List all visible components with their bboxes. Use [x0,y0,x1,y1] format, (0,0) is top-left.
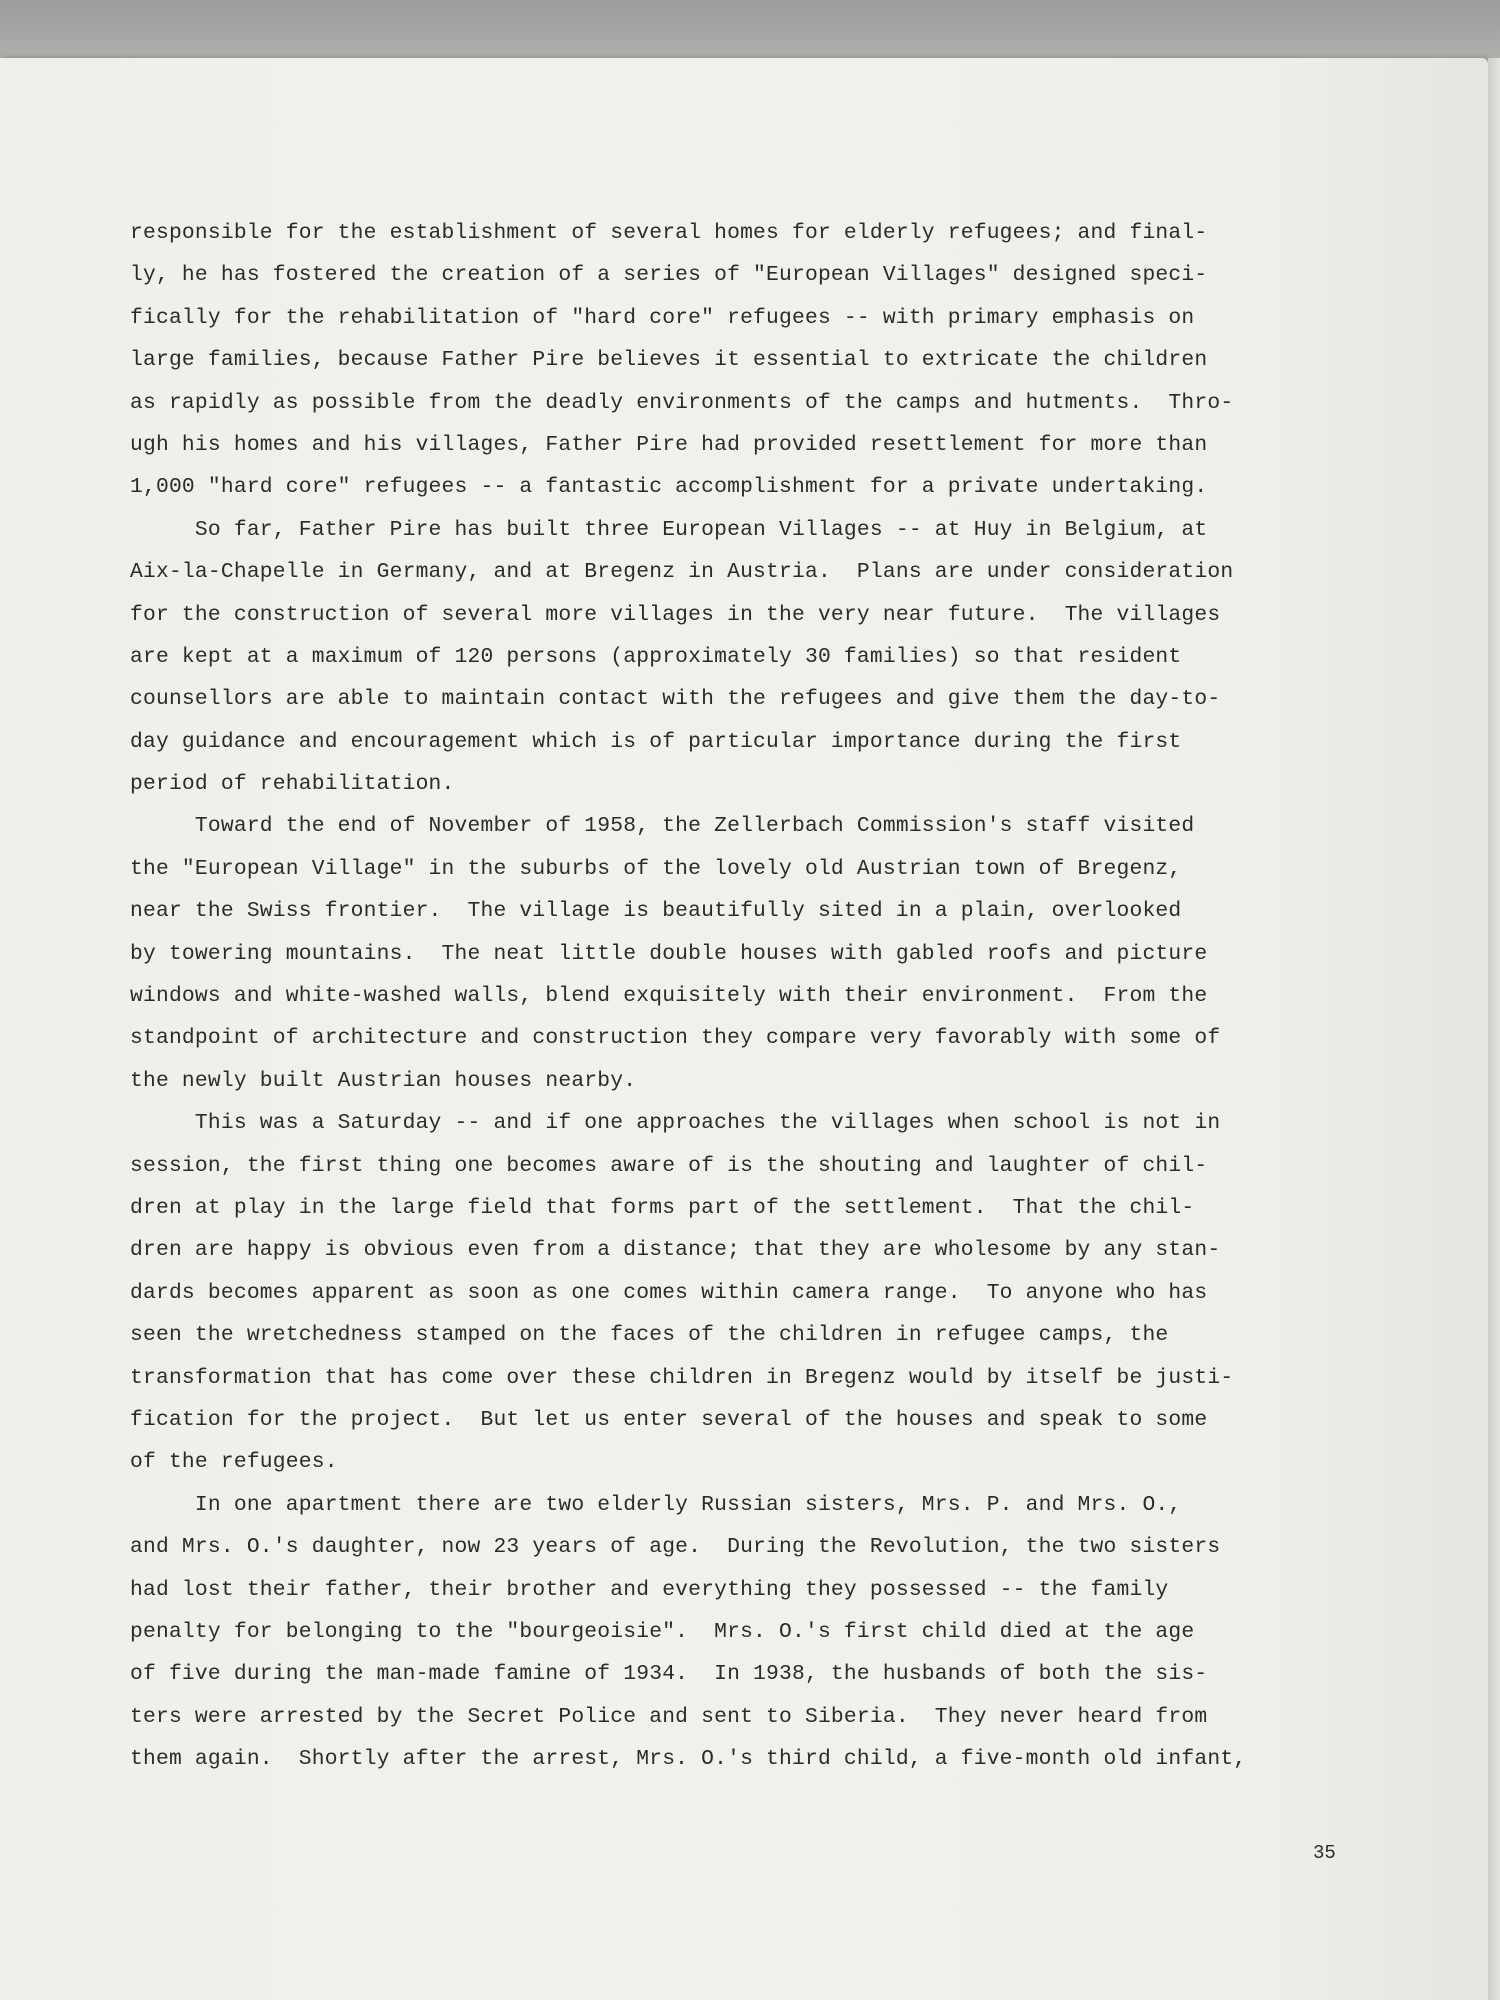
page-number: 35 [1313,1842,1336,1864]
text-line: fication for the project. But let us enter several of the houses and speak to some [130,1407,1208,1432]
text-line: windows and white-washed walls, blend exquisitely with their environment. From the [130,984,1208,1009]
text-line: the "European Village" in the suburbs of the lovely old Austrian town of Bregenz, [130,856,1182,881]
text-line: dards becomes apparent as soon as one comes within camera range. To anyone who has [130,1280,1208,1305]
text-line: had lost their father, their brother and everything they possessed -- the family [130,1577,1169,1602]
text-line: and Mrs. O.'s daughter, now 23 years of age. During the Revolution, the two sisters [130,1535,1221,1560]
text-line: session, the first thing one becomes aware of is the shouting and laughter of chil- [130,1153,1208,1178]
text-line: for the construction of several more villages in the very near future. The villages [130,602,1221,627]
text-line: penalty for belonging to the "bourgeoisie". Mrs. O.'s first child died at the age [130,1619,1195,1644]
text-line: Toward the end of November of 1958, the Zellerbach Commission's staff visited [130,814,1195,839]
text-line: ly, he has fostered the creation of a series of "European Villages" designed speci- [130,263,1208,288]
text-line: 1,000 "hard core" refugees -- a fantastic accomplishment for a private undertaking. [130,475,1208,500]
text-line: fically for the rehabilitation of "hard core" refugees -- with primary emphasis on [130,305,1195,330]
body-text [130,212,1350,1780]
text-line: of five during the man-made famine of 1934. In 1938, the husbands of both the sis- [130,1662,1208,1687]
text-line: transformation that has come over these children in Bregenz would by itself be justi- [130,1365,1234,1390]
text-line: dren at play in the large field that forms part of the settlement. That the chil- [130,1195,1195,1220]
text-line: This was a Saturday -- and if one approaches the villages when school is not in [130,1111,1221,1136]
text-line: are kept at a maximum of 120 persons (approximately 30 families) so that resident [130,644,1182,669]
text-line: the newly built Austrian houses nearby. [130,1068,637,1093]
text-line: day guidance and encouragement which is of particular importance during the first [130,729,1182,754]
page-edge [1488,58,1500,2000]
text-line: them again. Shortly after the arrest, Mrs. O.'s third child, a five-month old infant, [130,1747,1247,1772]
text-line: standpoint of architecture and construction they compare very favorably with some of [130,1026,1221,1051]
text-line: So far, Father Pire has built three European Villages -- at Huy in Belgium, at [130,517,1208,542]
text-line: responsible for the establishment of several homes for elderly refugees; and final- [130,221,1208,245]
text-line: period of rehabilitation. [130,772,455,797]
text-line: by towering mountains. The neat little double houses with gabled roofs and picture [130,941,1208,966]
text-line: near the Swiss frontier. The village is beautifully sited in a plain, overlooked [130,899,1182,924]
text-line: as rapidly as possible from the deadly environments of the camps and hutments. Thro- [130,390,1234,415]
text-line: In one apartment there are two elderly Russian sisters, Mrs. P. and Mrs. O., [130,1492,1182,1517]
text-line: ters were arrested by the Secret Police and sent to Siberia. They never heard from [130,1704,1208,1729]
text-line: dren are happy is obvious even from a distance; that they are wholesome by any stan- [130,1238,1221,1263]
text-line: ugh his homes and his villages, Father Pire had provided resettlement for more than [130,432,1208,457]
text-line: large families, because Father Pire believes it essential to extricate the children [130,348,1208,373]
text-line: seen the wretchedness stamped on the faces of the children in refugee camps, the [130,1323,1169,1348]
text-line: Aix-la-Chapelle in Germany, and at Bregenz in Austria. Plans are under consideration [130,560,1234,585]
text-line: counsellors are able to maintain contact with the refugees and give them the day-to- [130,687,1221,712]
text-line: of the refugees. [130,1450,338,1475]
